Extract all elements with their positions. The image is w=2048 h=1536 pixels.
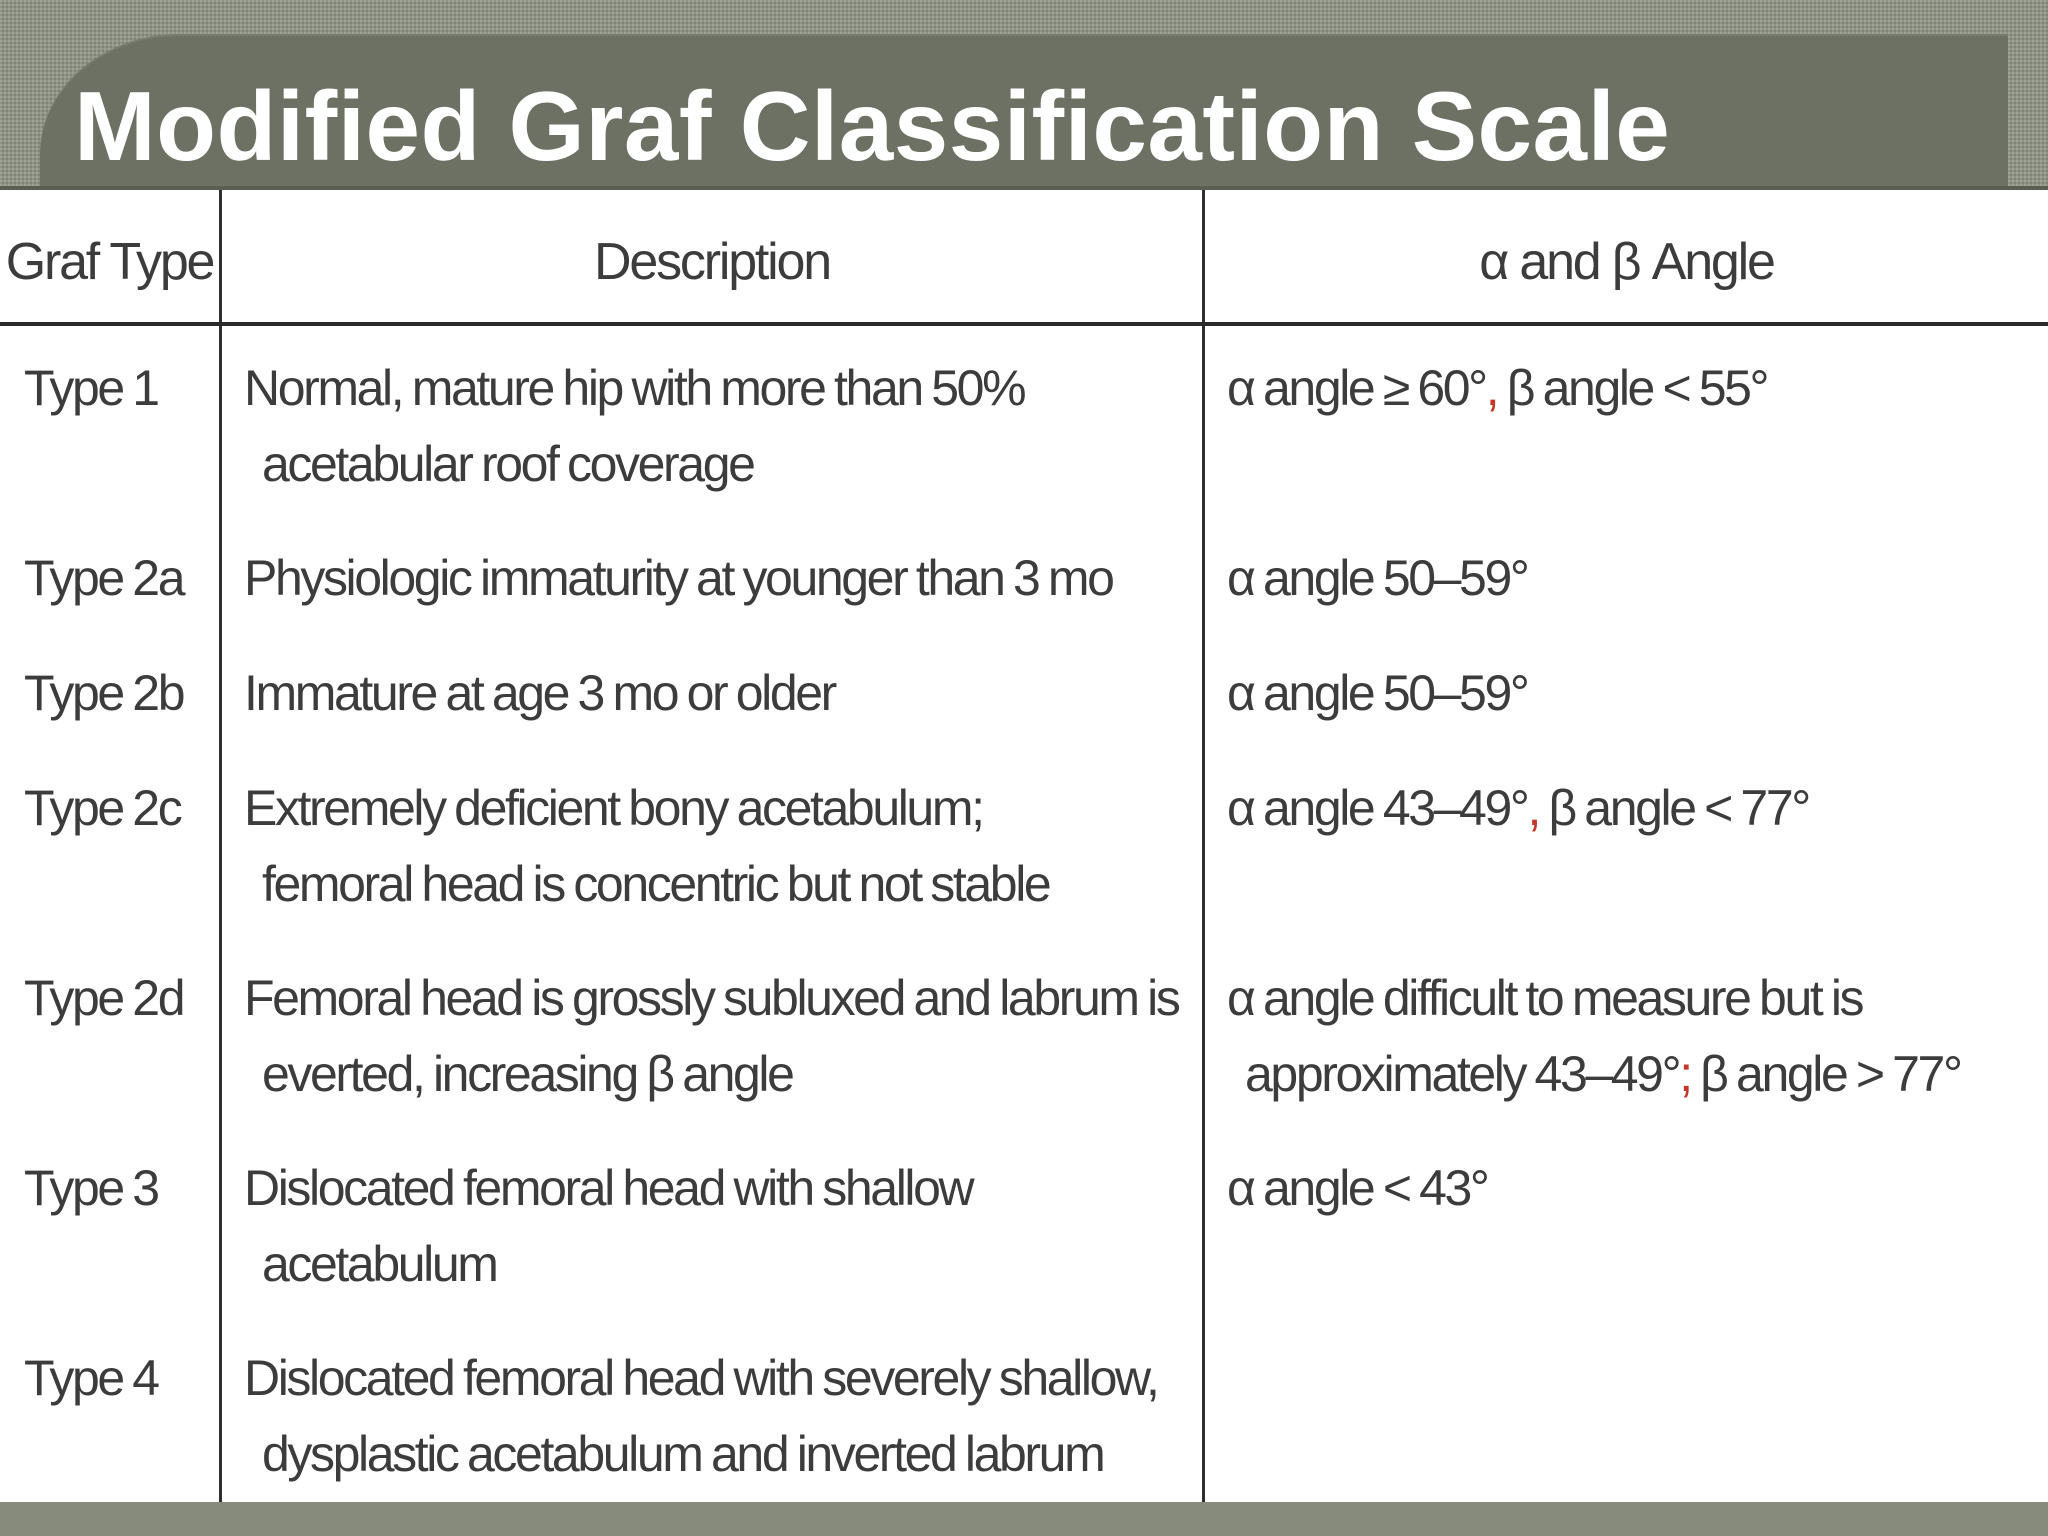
description-line: acetabulum: [262, 1236, 497, 1292]
angle-line: [1227, 1150, 1488, 1226]
angle-line: [1227, 960, 1862, 1036]
header-graf-type: Graf Type: [5, 233, 214, 291]
column-divider-1: [219, 190, 222, 1502]
angle-text: α angle 43–49°: [1227, 780, 1528, 836]
angle-line: [1227, 1036, 1961, 1112]
angle-line: [1227, 540, 1527, 616]
header-description: Description: [594, 233, 830, 291]
description-line: femoral head is concentric but not stable: [262, 856, 1050, 912]
graf-type-cell: Type 2b: [24, 665, 184, 721]
angle-text: α angle < 43°: [1227, 1160, 1488, 1216]
angle-text: β angle < 77°: [1538, 780, 1809, 836]
description-line: everted, increasing β angle: [262, 1046, 793, 1102]
description-line: Physiologic immaturity at younger than 3 mo: [244, 550, 1113, 606]
angle-text: α angle difficult to measure but is: [1227, 970, 1863, 1026]
angle-text: α angle 50–59°: [1227, 550, 1528, 606]
slide-title: Modified Graf Classification Scale: [74, 71, 1671, 181]
angle-line: [1227, 770, 1809, 846]
angle-text: β angle > 77°: [1690, 1046, 1961, 1102]
angle-text: α angle ≥ 60°: [1227, 360, 1486, 416]
angle-line: [1227, 350, 1767, 426]
description-line: dysplastic acetabulum and inverted labrum: [262, 1426, 1104, 1482]
description-line: Dislocated femoral head with shallow: [244, 1160, 973, 1216]
angle-text: β angle < 55°: [1497, 360, 1768, 416]
angle-separator: ,: [1485, 360, 1498, 416]
description-line: Immature at age 3 mo or older: [244, 665, 835, 721]
angle-separator: ;: [1679, 1046, 1691, 1102]
header-angle: α and β Angle: [1479, 233, 1774, 291]
graf-type-cell: Type 2a: [24, 550, 184, 606]
description-line: Extremely deficient bony acetabulum;: [244, 780, 983, 836]
header-rule: [0, 322, 2048, 326]
classification-table: [0, 190, 2048, 1502]
angle-text: α angle 50–59°: [1227, 665, 1528, 721]
graf-type-cell: Type 2c: [24, 780, 181, 836]
bottom-strip: [0, 1502, 2048, 1536]
column-divider-2: [1202, 190, 1205, 1502]
description-line: Normal, mature hip with more than 50%: [244, 360, 1025, 416]
angle-separator: ,: [1527, 780, 1539, 836]
angle-text: approximately 43–49°: [1245, 1046, 1680, 1102]
description-line: Dislocated femoral head with severely shallow,: [244, 1350, 1158, 1406]
graf-type-cell: Type 1: [24, 360, 158, 416]
description-line: Femoral head is grossly subluxed and labrum is: [244, 970, 1179, 1026]
angle-line: [1227, 655, 1527, 731]
description-line: acetabular roof coverage: [262, 436, 754, 492]
graf-type-cell: Type 3: [24, 1160, 158, 1216]
graf-type-cell: Type 4: [24, 1350, 158, 1406]
graf-type-cell: Type 2d: [24, 970, 184, 1026]
